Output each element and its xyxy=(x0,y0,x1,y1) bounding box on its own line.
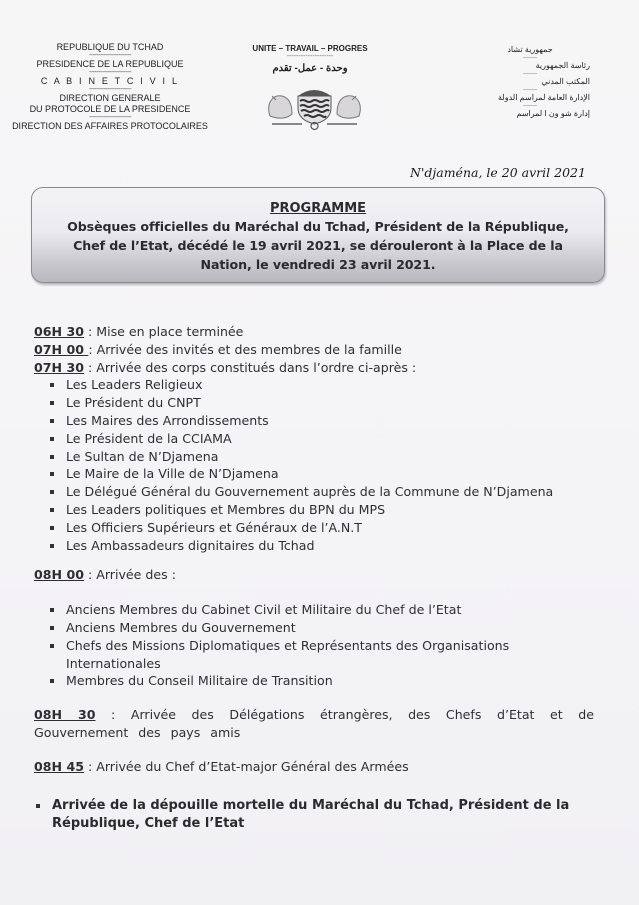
entry-text: : Arrivée du Chef d’Etat-major Général des Armées xyxy=(83,758,409,774)
entry-text: : Arrivée des : xyxy=(83,567,176,583)
separator: ------- xyxy=(523,71,537,77)
schedule-entry-0700 xyxy=(34,341,594,359)
programme-schedule xyxy=(34,323,594,834)
direction-generale: DIRECTION GENERALE xyxy=(59,93,161,103)
cabinet-name: C A B I N E T C I V I L xyxy=(40,76,180,86)
motto-french: UNITE – TRAVAIL – PROGRES xyxy=(252,44,368,53)
list-item: Le Président de la CCIAMA xyxy=(48,430,594,448)
time-label: 08H 00 xyxy=(34,567,84,583)
time-label: 07H 30 xyxy=(34,359,84,375)
separator: ----------------------- xyxy=(88,114,132,121)
separator: -------------------- xyxy=(286,53,334,60)
motto-arabic: وحدة - عمل- تقدم xyxy=(272,63,348,74)
time-label: 08H 45 xyxy=(34,758,84,774)
list-item: Les Leaders Religieux xyxy=(48,376,594,394)
entry-text: : Arrivée des corps constitués dans l’ordre ci-après : xyxy=(83,359,417,375)
list-item: Le Maire de la Ville de N’Djamena xyxy=(48,465,594,483)
time-label: 08H 30 xyxy=(34,707,96,723)
separator: ----------------------- xyxy=(88,52,132,59)
schedule-entry-0845 xyxy=(34,758,594,776)
list-item: Les Ambassadeurs dignitaires du Tchad xyxy=(48,537,594,555)
schedule-entry-0730 xyxy=(34,359,594,377)
republic-name-arabic: جمهورية تشاد xyxy=(507,45,553,54)
final-arrival-list xyxy=(34,797,594,834)
title-line-1: Obsèques officielles du Maréchal du Tchad, Président de la République, xyxy=(67,219,569,234)
list-item: Anciens Membres du Gouvernement xyxy=(48,619,594,637)
list-item: Membres du Conseil Militaire de Transition xyxy=(48,672,594,690)
arrivals-0800-list xyxy=(34,601,594,690)
direction-affaires-arabic: إدارة شو ون ا لمراسم xyxy=(516,109,590,118)
direction-affaires: DIRECTION DES AFFAIRES PROTOCOLAIRES xyxy=(12,121,208,131)
title-line-2: Chef de l’Etat, décédé le 19 avril 2021, se dérouleront à la Place de la xyxy=(73,238,563,253)
separator: ----------------------- xyxy=(88,69,132,76)
entry-text: : Mise en place terminée xyxy=(83,324,244,339)
list-item: Les Leaders politiques et Membres du BPN du MPS xyxy=(48,501,594,519)
entry-text: : Arrivée des Délégations étrangères, des Chefs d’Etat et de Gouvernement des pays amis xyxy=(34,707,594,740)
header-center-block xyxy=(220,44,400,74)
list-item: Anciens Membres du Cabinet Civil et Militaire du Chef de l’Etat xyxy=(48,601,594,619)
entry-text: : Arrivée des invités et des membres de la famille xyxy=(88,341,402,357)
list-item: Le Président du CNPT xyxy=(48,394,594,412)
list-item: Les Maires des Arrondissements xyxy=(48,412,594,430)
separator: ------- xyxy=(523,87,537,93)
presidency-name-arabic: رئاسة الجمهورية xyxy=(535,61,590,70)
header-left-block xyxy=(0,42,220,132)
list-item: Chefs des Missions Diplomatiques et Représentants des Organisations Internationales xyxy=(48,637,594,673)
direction-generale-arabic: الإدارة العامة لمراسم الدولة xyxy=(498,93,590,102)
time-label: 07H 00 xyxy=(34,341,89,357)
schedule-entry-0830 xyxy=(34,706,594,742)
programme-heading: PROGRAMME xyxy=(269,201,367,216)
schedule-entry-0800 xyxy=(34,566,594,584)
time-label: 06H 30 xyxy=(34,324,84,339)
list-item: Arrivée de la dépouille mortelle du Maréchal du Tchad, Président de la République, Chef de l’Etat xyxy=(34,797,594,834)
corps-constitues-list xyxy=(34,376,594,554)
schedule-entry-0630 xyxy=(34,323,594,341)
coat-of-arms-icon xyxy=(262,86,367,131)
programme-title-box xyxy=(31,187,605,283)
list-item: Le Délégué Général du Gouvernement auprès de la Commune de N’Djamena xyxy=(48,483,594,501)
protocole-presidence: DU PROTOCOLE DE LA PRESIDENCE xyxy=(29,104,191,114)
list-item: Les Officiers Supérieurs et Généraux de l’A.N.T xyxy=(48,519,594,537)
republic-name: REPUBLIQUE DU TCHAD xyxy=(56,42,164,52)
separator: ------- xyxy=(523,103,537,109)
separator: ----------------------- xyxy=(88,86,132,93)
presidency-name: PRESIDENCE DE LA REPUBLIQUE xyxy=(36,59,184,69)
list-item: Le Sultan de N’Djamena xyxy=(48,448,594,466)
title-line-3: Nation, le vendredi 23 avril 2021. xyxy=(200,257,436,272)
cabinet-name-arabic: المكتب المدني xyxy=(541,77,590,86)
document-date: N'djaména, le 20 avril 2021 xyxy=(410,165,586,180)
separator: ------- xyxy=(523,55,537,61)
header-right-block xyxy=(470,45,590,119)
